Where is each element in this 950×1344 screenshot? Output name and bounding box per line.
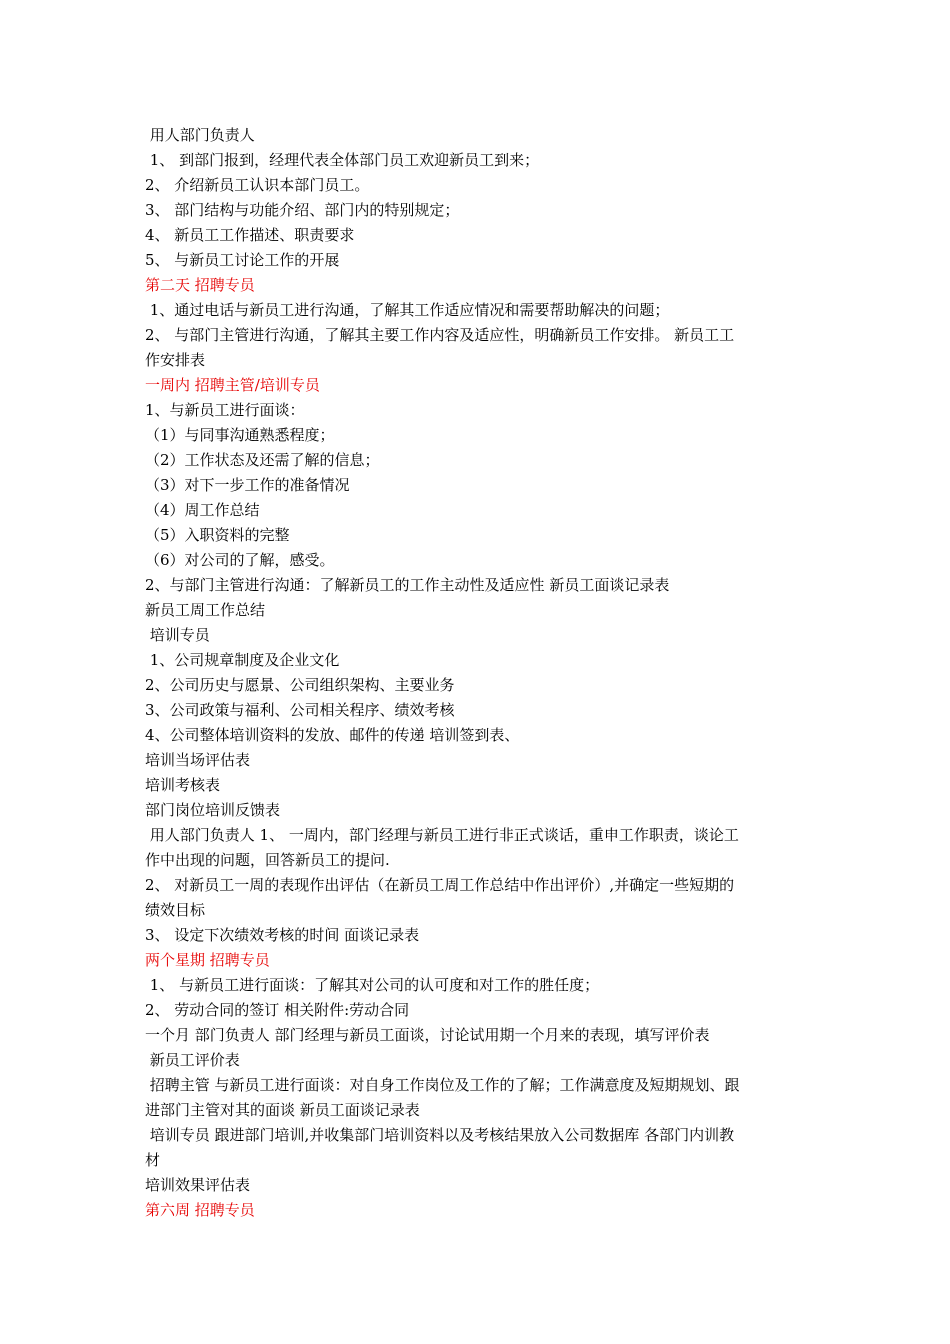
- text-line: 2、 介绍新员工认识本部门员工。: [145, 176, 370, 194]
- text-line: 培训专员 跟进部门培训,并收集部门培训资料以及考核结果放入公司数据库 各部门内训教: [145, 1126, 735, 1144]
- section-heading: 一周内 招聘主管/培训专员: [145, 376, 320, 394]
- text-line: （6）对公司的了解，感受。: [145, 551, 335, 569]
- section-heading: 第六周 招聘专员: [145, 1201, 255, 1219]
- text-line: 绩效目标: [145, 901, 206, 919]
- text-line: 一个月 部门负责人 部门经理与新员工面谈，讨论试用期一个月来的表现，填写评价表: [145, 1026, 710, 1044]
- section-heading: 两个星期 招聘专员: [145, 951, 270, 969]
- text-line: 作中出现的问题，回答新员工的提问.: [145, 851, 390, 869]
- text-line: 培训考核表: [145, 776, 221, 794]
- text-line: 材: [145, 1151, 161, 1169]
- text-line: 新员工周工作总结: [145, 601, 266, 619]
- text-line: 1、通过电话与新员工进行沟通，了解其工作适应情况和需要帮助解决的问题；: [145, 301, 670, 319]
- text-line: 3、 设定下次绩效考核的时间 面谈记录表: [145, 926, 420, 944]
- text-line: 1、 与新员工进行面谈：了解其对公司的认可度和对工作的胜任度；: [145, 976, 600, 994]
- text-line: 2、 劳动合同的签订 相关附件:劳动合同: [145, 1001, 410, 1019]
- text-line: 招聘主管 与新员工进行面谈：对自身工作岗位及工作的了解；工作满意度及短期规划、跟: [145, 1076, 740, 1094]
- text-line: 2、与部门主管进行沟通：了解新员工的工作主动性及适应性 新员工面谈记录表: [145, 576, 670, 594]
- text-line: 3、公司政策与福利、公司相关程序、绩效考核: [145, 701, 455, 719]
- text-line: （3）对下一步工作的准备情况: [145, 476, 350, 494]
- section-heading: 第二天 招聘专员: [145, 276, 255, 294]
- text-line: 4、 新员工工作描述、职责要求: [145, 226, 355, 244]
- text-line: 3、 部门结构与功能介绍、部门内的特别规定；: [145, 201, 460, 219]
- text-line: 用人部门负责人 1、 一周内，部门经理与新员工进行非正式谈话，重申工作职责，谈论工: [145, 826, 739, 844]
- text-line: 2、公司历史与愿景、公司组织架构、主要业务: [145, 676, 455, 694]
- text-line: （4）周工作总结: [145, 501, 260, 519]
- text-line: 用人部门负责人: [145, 126, 255, 144]
- text-line: 部门岗位培训反馈表: [145, 801, 281, 819]
- text-line: 2、 与部门主管进行沟通，了解其主要工作内容及适应性，明确新员工作安排。 新员工工: [145, 326, 735, 344]
- text-line: 1、与新员工进行面谈：: [145, 401, 305, 419]
- text-line: 2、 对新员工一周的表现作出评估（在新员工周工作总结中作出评价）,并确定一些短期的: [145, 876, 735, 894]
- text-line: 培训效果评估表: [145, 1176, 251, 1194]
- text-line: 1、公司规章制度及企业文化: [145, 651, 340, 669]
- text-line: 4、公司整体培训资料的发放、邮件的传递 培训签到表、: [145, 726, 520, 744]
- text-line: 新员工评价表: [145, 1051, 240, 1069]
- document-body: [145, 123, 825, 1223]
- text-line: （2）工作状态及还需了解的信息；: [145, 451, 380, 469]
- text-line: 作安排表: [145, 351, 206, 369]
- text-line: 5、 与新员工讨论工作的开展: [145, 251, 340, 269]
- text-line: （5）入职资料的完整: [145, 526, 290, 544]
- text-line: （1）与同事沟通熟悉程度；: [145, 426, 335, 444]
- text-line: 进部门主管对其的面谈 新员工面谈记录表: [145, 1101, 420, 1119]
- text-line: 培训当场评估表: [145, 751, 251, 769]
- text-line: 培训专员: [145, 626, 210, 644]
- text-line: 1、 到部门报到，经理代表全体部门员工欢迎新员工到来；: [145, 151, 540, 169]
